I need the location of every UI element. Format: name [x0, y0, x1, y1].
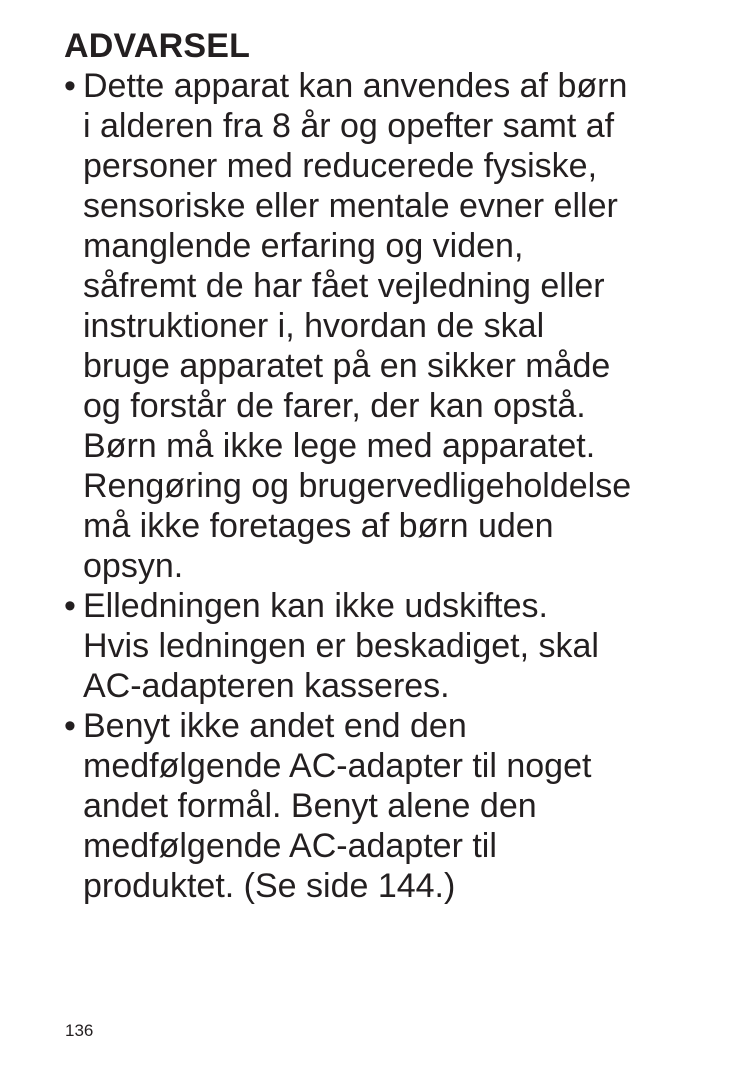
bullet: •: [64, 587, 76, 625]
bullet: •: [64, 67, 76, 105]
text-line: Elledningen kan ikke udskiftes.: [83, 587, 548, 625]
text-line: Rengøring og brugervedligeholdelse: [83, 467, 632, 505]
text-line: opsyn.: [83, 547, 184, 585]
warning-item-power-cord: [64, 586, 744, 706]
text-line: bruge apparatet på en sikker måde: [83, 347, 611, 385]
text-line: medfølgende AC-adapter til: [83, 827, 497, 865]
warning-section: [64, 26, 744, 906]
text-line: Børn må ikke lege med apparatet.: [83, 427, 596, 465]
warning-item-children: [64, 66, 744, 586]
bullet: •: [64, 707, 76, 745]
text-line: Benyt ikke andet end den: [83, 707, 467, 745]
text-line: produktet. (Se side 144.): [83, 867, 456, 905]
text-line: og forstår de farer, der kan opstå.: [83, 387, 586, 425]
warning-list: [64, 66, 744, 906]
text-line: Hvis ledningen er beskadiget, skal: [83, 627, 599, 665]
text-line: AC-adapteren kasseres.: [83, 667, 450, 705]
warning-heading: ADVARSEL: [64, 27, 251, 65]
text-line: må ikke foretages af børn uden: [83, 507, 554, 545]
text-line: sensoriske eller mentale evner eller: [83, 187, 618, 225]
text-line: medfølgende AC-adapter til noget: [83, 747, 592, 785]
text-line: i alderen fra 8 år og opefter samt af: [83, 107, 615, 145]
text-line: Dette apparat kan anvendes af børn: [83, 67, 628, 105]
page-number: 136: [65, 1021, 94, 1040]
text-line: andet formål. Benyt alene den: [83, 787, 537, 825]
text-line: manglende erfaring og viden,: [83, 227, 524, 265]
text-line: instruktioner i, hvordan de skal: [83, 307, 545, 345]
text-line: såfremt de har fået vejledning eller: [83, 267, 605, 305]
text-line: personer med reducerede fysiske,: [83, 147, 598, 185]
warning-item-ac-adapter: [64, 706, 744, 906]
